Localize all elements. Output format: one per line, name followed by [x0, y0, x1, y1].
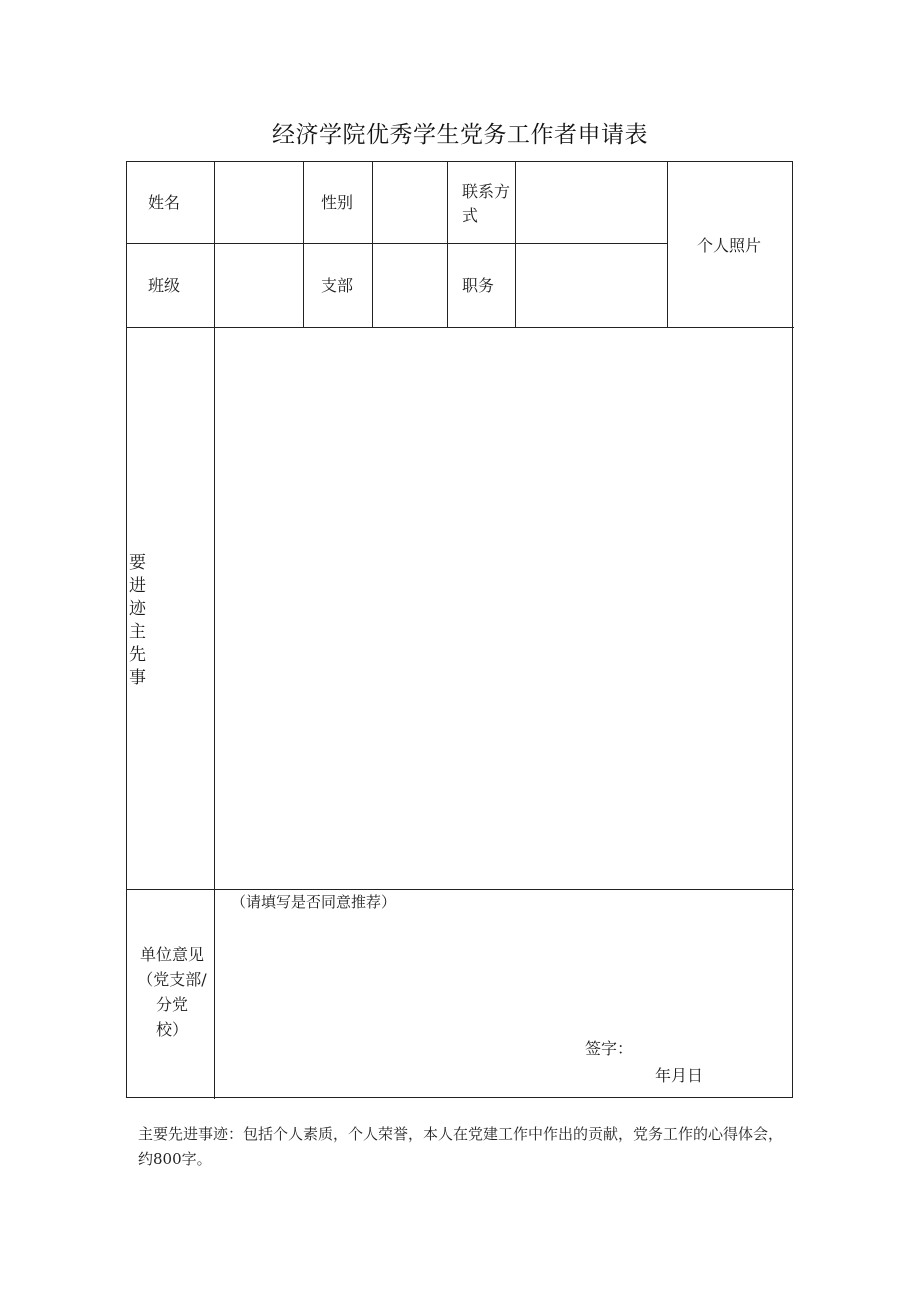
signature-label: 签字：	[585, 1039, 634, 1058]
deeds-label: 要进迹主先事	[129, 553, 146, 688]
row-divider-label-col	[127, 243, 214, 244]
row-divider-1	[214, 243, 667, 244]
col-divider-label	[214, 162, 215, 1099]
col-divider-4	[447, 162, 448, 327]
col-divider-2	[303, 162, 304, 327]
date-label: 年月日	[655, 1066, 704, 1085]
col-divider-photo	[667, 162, 668, 327]
opinion-label-line3: 分党	[155, 995, 188, 1014]
deeds-content-area[interactable]	[217, 330, 791, 886]
position-value-cell[interactable]	[518, 247, 664, 325]
gender-label: 性别	[321, 193, 354, 212]
name-value-cell[interactable]	[217, 165, 301, 241]
position-label: 职务	[462, 276, 495, 295]
opinion-label	[131, 942, 213, 1042]
col-divider-5	[515, 162, 516, 327]
opinion-label-line1: 单位意见	[139, 945, 204, 964]
form-title: 经济学院优秀学生党务工作者申请表	[272, 122, 648, 148]
class-value-cell[interactable]	[217, 247, 301, 325]
opinion-label-line2: （党支部/	[137, 970, 207, 989]
contact-value-cell[interactable]	[518, 165, 664, 241]
contact-label-line1: 联系方	[462, 182, 511, 201]
opinion-content-area[interactable]	[217, 917, 791, 1037]
branch-value-cell[interactable]	[375, 247, 445, 325]
opinion-label-line4: 校）	[155, 1020, 188, 1039]
col-divider-3	[372, 162, 373, 327]
footnote: 主要先进事迹：包括个人素质，个人荣誉，本人在党建工作中作出的贡献，党务工作的心得体会，约800字。	[138, 1125, 784, 1168]
class-label: 班级	[148, 276, 181, 295]
branch-label: 支部	[321, 276, 354, 295]
name-label: 姓名	[148, 193, 181, 212]
opinion-hint: （请填写是否同意推荐）	[231, 893, 397, 911]
gender-value-cell[interactable]	[375, 165, 445, 241]
contact-label-line2: 式	[462, 206, 479, 225]
application-form-table	[126, 161, 793, 1098]
photo-label: 个人照片	[697, 236, 762, 255]
row-divider-2	[127, 327, 794, 328]
row-divider-3	[127, 889, 794, 890]
